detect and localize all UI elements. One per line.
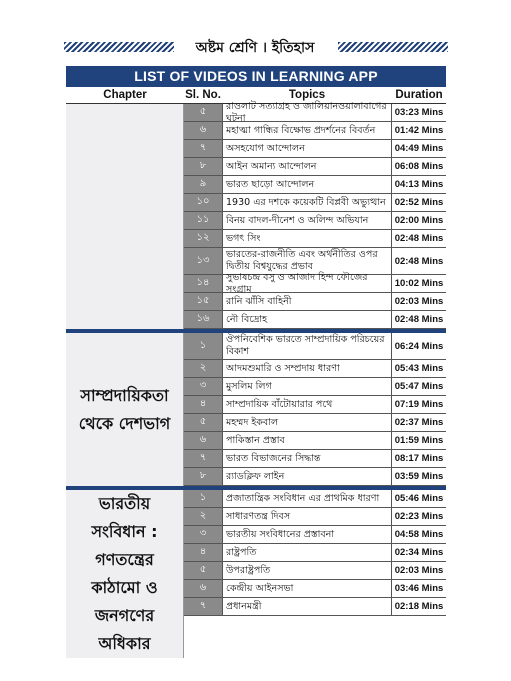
topic-title: ভারত বিভাজনের সিদ্ধান্ত bbox=[223, 450, 392, 467]
column-header-sl: Sl. No. bbox=[185, 89, 221, 101]
duration-value: 01:59 Mins bbox=[394, 435, 444, 446]
topic-title: নৌ বিদ্রোহ bbox=[223, 311, 392, 328]
topic-title: রানি ঝাঁসি বাহিনী bbox=[223, 293, 392, 310]
decorative-hatch-left bbox=[64, 42, 174, 52]
duration-value: 02:03 Mins bbox=[394, 296, 444, 307]
table-row bbox=[184, 333, 446, 360]
topic-title: 1930 এর দশকে কয়েকটি বিপ্লবী অভ্যুত্থান bbox=[223, 194, 392, 211]
topic-title: প্রধানমন্ত্রী bbox=[223, 598, 392, 615]
table-row bbox=[184, 490, 446, 508]
serial-number: ১৪ bbox=[184, 275, 223, 292]
table-row bbox=[184, 526, 446, 544]
duration-value: 08:17 Mins bbox=[394, 453, 444, 464]
serial-number: ৭ bbox=[184, 598, 223, 615]
serial-number: ৮ bbox=[184, 158, 223, 175]
serial-number: ১৫ bbox=[184, 293, 223, 310]
duration-value: 02:52 Mins bbox=[394, 197, 444, 208]
table-row bbox=[184, 378, 446, 396]
topic-title: কেন্দ্রীয় আইনসভা bbox=[223, 580, 392, 597]
topic-title: ভারতীয় সংবিধানের প্রস্তাবনা bbox=[223, 526, 392, 543]
duration-value: 02:34 Mins bbox=[394, 547, 444, 558]
table-row bbox=[184, 158, 446, 176]
table-row bbox=[184, 508, 446, 526]
topic-title: রাষ্ট্রপতি bbox=[223, 544, 392, 561]
topic-title: র‍্যাডক্লিফ লাইন bbox=[223, 468, 392, 485]
table-row bbox=[184, 230, 446, 248]
video-list-table bbox=[66, 66, 446, 658]
table-row bbox=[184, 598, 446, 616]
duration-value: 04:58 Mins bbox=[394, 529, 444, 540]
topic-title: বিনয় বাদল-দীনেশ ও অলিন্দ অভিযান bbox=[223, 212, 392, 229]
duration-value: 02:37 Mins bbox=[394, 417, 444, 428]
serial-number: ১ bbox=[184, 490, 223, 507]
duration-value: 02:48 Mins bbox=[394, 233, 444, 244]
serial-number: ১০ bbox=[184, 194, 223, 211]
duration-value: 05:46 Mins bbox=[394, 493, 444, 504]
topic-title: ভারতের-রাজনীতি এবং অর্থনীতির ওপর দ্বিতীয় বিশ্বযুদ্ধের প্রভাব bbox=[223, 248, 392, 274]
serial-number: ৩ bbox=[184, 526, 223, 543]
duration-value: 03:59 Mins bbox=[394, 471, 444, 482]
serial-number: ৭ bbox=[184, 450, 223, 467]
table-row bbox=[184, 122, 446, 140]
duration-value: 06:24 Mins bbox=[394, 340, 444, 352]
serial-number: ২ bbox=[184, 360, 223, 377]
table-row bbox=[184, 562, 446, 580]
table-row bbox=[184, 360, 446, 378]
chapter-section bbox=[66, 486, 446, 658]
chapter-name: সাম্প্রদায়িকতা থেকে দেশভাগ bbox=[78, 385, 171, 433]
serial-number: ১২ bbox=[184, 230, 223, 247]
chapter-name: ভারতীয় সংবিধান : গণতন্ত্রের কাঠামো ও জনগণের অধিকার bbox=[91, 494, 158, 653]
duration-value: 04:49 Mins bbox=[394, 143, 444, 154]
table-row bbox=[184, 468, 446, 486]
table-row bbox=[184, 212, 446, 230]
topic-title: আদমশুমারি ও সম্প্রদায় ধারণা bbox=[223, 360, 392, 377]
topic-title: অসহযোগ আন্দোলন bbox=[223, 140, 392, 157]
duration-value: 02:48 Mins bbox=[394, 255, 444, 267]
chapter-cell bbox=[66, 490, 184, 658]
duration-value: 04:13 Mins bbox=[394, 179, 444, 190]
duration-value: 02:18 Mins bbox=[394, 601, 444, 612]
table-row bbox=[184, 396, 446, 414]
serial-number: ১৩ bbox=[184, 248, 223, 274]
topic-title: আইন অমান্য আন্দোলন bbox=[223, 158, 392, 175]
table-row bbox=[184, 311, 446, 329]
serial-number: ৬ bbox=[184, 122, 223, 139]
column-header-duration: Duration bbox=[395, 89, 443, 101]
serial-number: ৪ bbox=[184, 544, 223, 561]
table-row bbox=[184, 580, 446, 598]
page-title: অষ্টম শ্রেণি । ইতিহাস bbox=[195, 40, 315, 56]
serial-number: ৬ bbox=[184, 580, 223, 597]
table-row bbox=[184, 271, 446, 295]
topic-title: প্রজাতান্ত্রিক সংবিধান এর প্রাথমিক ধারণা bbox=[223, 490, 392, 507]
duration-value: 05:43 Mins bbox=[394, 363, 444, 374]
duration-value: 02:48 Mins bbox=[394, 314, 444, 325]
table-row bbox=[184, 194, 446, 212]
table-body bbox=[66, 100, 446, 658]
topic-title: রাওলাট সত্যাগ্রহ ও জালিয়ানওয়ালাবাগের ঘটনা bbox=[223, 104, 392, 121]
duration-value: 02:23 Mins bbox=[394, 511, 444, 522]
column-header-topics: Topics bbox=[288, 89, 326, 101]
chapter-section bbox=[66, 100, 446, 329]
table-row bbox=[184, 432, 446, 450]
topic-title: সাধারণতন্ত্র দিবস bbox=[223, 508, 392, 525]
serial-number: ১৬ bbox=[184, 311, 223, 328]
duration-value: 06:08 Mins bbox=[394, 161, 444, 172]
topic-title: মহম্মদ ইকবাল bbox=[223, 414, 392, 431]
column-header-chapter: Chapter bbox=[103, 89, 147, 101]
topic-title: উপরাষ্ট্রপতি bbox=[223, 562, 392, 579]
serial-number: ১ bbox=[184, 333, 223, 359]
topic-title: পাকিস্তান প্রস্তাব bbox=[223, 432, 392, 449]
topic-title: ভারত ছাড়ো আন্দোলন bbox=[223, 176, 392, 193]
duration-value: 02:00 Mins bbox=[394, 215, 444, 226]
serial-number: ৩ bbox=[184, 378, 223, 395]
duration-value: 01:42 Mins bbox=[394, 125, 444, 136]
serial-number: ২ bbox=[184, 508, 223, 525]
duration-value: 10:02 Mins bbox=[394, 278, 444, 289]
serial-number: ৭ bbox=[184, 140, 223, 157]
table-row bbox=[184, 450, 446, 468]
topic-title: মহাত্মা গান্ধির বিক্ষোভ প্রদর্শনের বিবর্তন bbox=[223, 122, 392, 139]
duration-value: 07:19 Mins bbox=[394, 399, 444, 410]
topic-title: ঔপনিবেশিক ভারতে সাম্প্রদায়িক পরিচয়ের বিকাশ bbox=[223, 333, 392, 359]
topic-title: সুভাষচন্দ্র বসু ও আজাদ হিন্দ ফৌজের সংগ্রাম bbox=[223, 275, 392, 292]
topic-title: সাম্প্রদায়িক বাঁটোয়ারার পথে bbox=[223, 396, 392, 413]
table-row bbox=[184, 100, 446, 124]
duration-value: 03:46 Mins bbox=[394, 583, 444, 594]
serial-number: ৮ bbox=[184, 468, 223, 485]
chapter-cell bbox=[66, 333, 184, 486]
serial-number: ৫ bbox=[184, 562, 223, 579]
table-row bbox=[184, 176, 446, 194]
duration-value: 02:03 Mins bbox=[394, 565, 444, 576]
topic-title: মুসলিম লিগ bbox=[223, 378, 392, 395]
duration-value: 05:47 Mins bbox=[394, 381, 444, 392]
page-header bbox=[0, 32, 511, 60]
topic-title: ভগৎ সিং bbox=[223, 230, 392, 247]
serial-number: ৯ bbox=[184, 176, 223, 193]
table-banner: LIST OF VIDEOS IN LEARNING APP bbox=[66, 66, 446, 87]
serial-number: ৫ bbox=[184, 414, 223, 431]
table-row bbox=[184, 293, 446, 311]
serial-number: ৪ bbox=[184, 396, 223, 413]
serial-number: ৫ bbox=[184, 104, 223, 121]
table-row bbox=[184, 414, 446, 432]
chapter-cell bbox=[66, 104, 184, 329]
table-row bbox=[184, 140, 446, 158]
table-row bbox=[184, 544, 446, 562]
serial-number: ৬ bbox=[184, 432, 223, 449]
decorative-hatch-right bbox=[338, 42, 448, 52]
serial-number: ১১ bbox=[184, 212, 223, 229]
chapter-section bbox=[66, 329, 446, 486]
duration-value: 03:23 Mins bbox=[394, 107, 444, 118]
